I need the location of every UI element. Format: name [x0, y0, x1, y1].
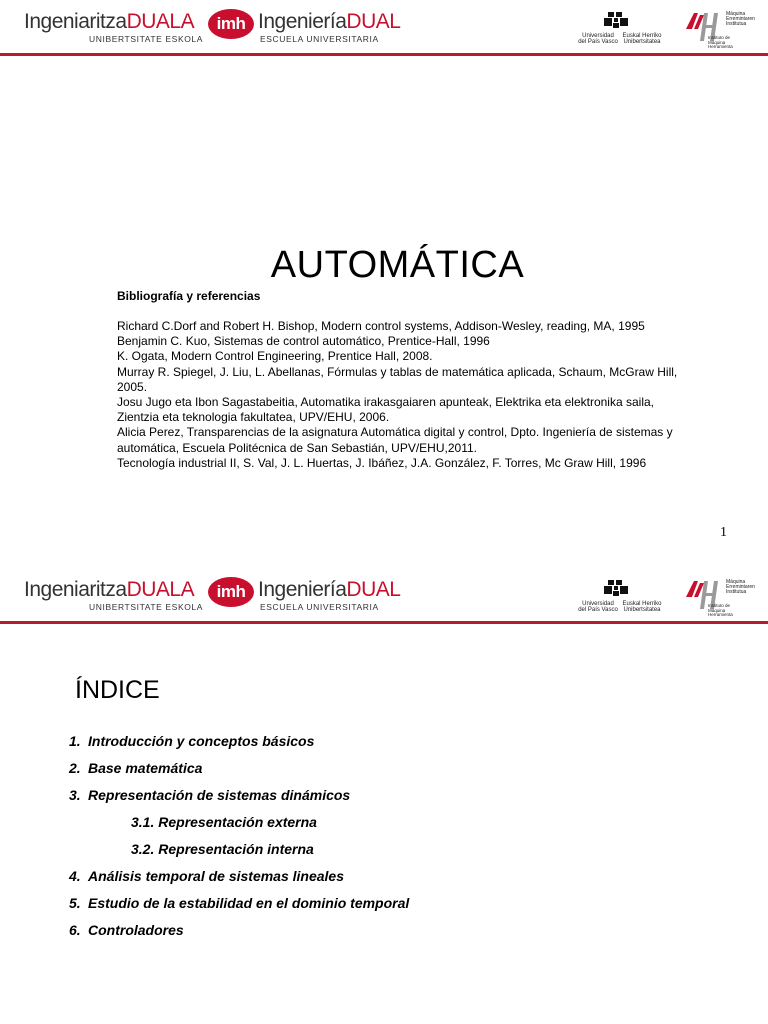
brand-sub-eskola: UNIBERTSITATE ESKOLA — [89, 34, 204, 44]
header-rule — [0, 53, 768, 56]
brand-logo-duala: IngeniaritzaDUALA — [24, 10, 195, 33]
toc-item: 1. Introducción y conceptos básicos — [69, 733, 315, 749]
slide-index — [0, 568, 768, 1024]
imh-logo: imh — [208, 9, 254, 39]
mh-name-es: Instituto de Máquina Herramienta — [708, 603, 733, 617]
reference-item: Murray R. Spiegel, J. Liu, L. Abellanas, Fórmulas y tablas de matemática aplicada, Schaum, McGraw Hill, 2005. — [117, 364, 678, 394]
upv-name-eu: Euskal Herriko Unibertsitatea — [622, 33, 662, 45]
brand-logo-dual: IngenieríaDUAL — [258, 10, 401, 33]
slide-header — [0, 568, 768, 624]
brand-sub-eskola: UNIBERTSITATE ESKOLA — [89, 602, 204, 612]
toc-item: 4. Análisis temporal de sistemas lineales — [69, 868, 345, 884]
brand-sub-escuela: ESCUELA UNIVERSITARIA — [260, 34, 379, 44]
imh-logo: imh — [208, 577, 254, 607]
toc-item: 5. Estudio de la estabilidad en el dominio temporal — [69, 895, 410, 911]
upv-ehu-logo-icon — [600, 578, 632, 598]
reference-item: K. Ogata, Modern Control Engineering, Prentice Hall, 2008. — [117, 349, 433, 364]
mh-name-eu: Máquina Erremintaren Institutua — [726, 11, 755, 27]
toc-item: 6. Controladores — [69, 922, 184, 938]
slide-header — [0, 0, 768, 56]
upv-ehu-logo-icon — [600, 10, 632, 30]
slide-title: AUTOMÁTICA — [270, 244, 525, 286]
slide-title: ÍNDICE — [75, 676, 160, 704]
reference-item: Richard C.Dorf and Robert H. Bishop, Modern control systems, Addison-Wesley, reading, MA, 1995 — [117, 319, 645, 333]
bibliography-heading: Bibliografía y referencias — [117, 289, 261, 303]
upv-name-es: Universidad del País Vasco — [578, 601, 618, 613]
brand-sub-escuela: ESCUELA UNIVERSITARIA — [260, 602, 379, 612]
brand-logo-duala: IngeniaritzaDUALA — [24, 578, 195, 601]
reference-item: Alicia Perez, Transparencias de la asignatura Automática digital y control, Dpto. Ingeniería de sistemas y automática, Escuela Politécnica de San Sebastián, UPV/EHU,2011. — [117, 425, 673, 455]
toc-item: 2. Base matemática — [69, 760, 203, 776]
page-gap — [0, 512, 768, 568]
toc-item: 3. Representación de sistemas dinámicos — [69, 787, 351, 803]
reference-item: Tecnología industrial II, S. Val, J. L. Huertas, J. Ibáñez, J.A. González, F. Torres, Mc Graw Hill, 1996 — [117, 455, 647, 470]
header-rule — [0, 621, 768, 624]
reference-item: Benjamin C. Kuo, Sistemas de control automático, Prentice-Hall, 1996 — [117, 334, 490, 349]
mh-name-eu: Máquina Erremintaren Institutua — [726, 579, 755, 595]
toc-subitem: 3.1. Representación externa — [131, 814, 317, 830]
upv-name-eu: Euskal Herriko Unibertsitatea — [622, 601, 662, 613]
mh-name-es: Instituto de Máquina Herramienta — [708, 35, 733, 49]
reference-item: Josu Jugo eta Ibon Sagastabeitia, Automatika irakasgaiaren apunteak, Elektrika eta elektronika saila, Zientzia eta teknologia fakultatea, UPV/EHU, 2006. — [117, 395, 654, 425]
toc-subitem: 3.2. Representación interna — [131, 841, 314, 857]
upv-name-es: Universidad del País Vasco — [578, 33, 618, 45]
brand-logo-dual: IngenieríaDUAL — [258, 578, 401, 601]
reference-list — [117, 319, 697, 471]
page-number: 1 — [720, 525, 727, 540]
